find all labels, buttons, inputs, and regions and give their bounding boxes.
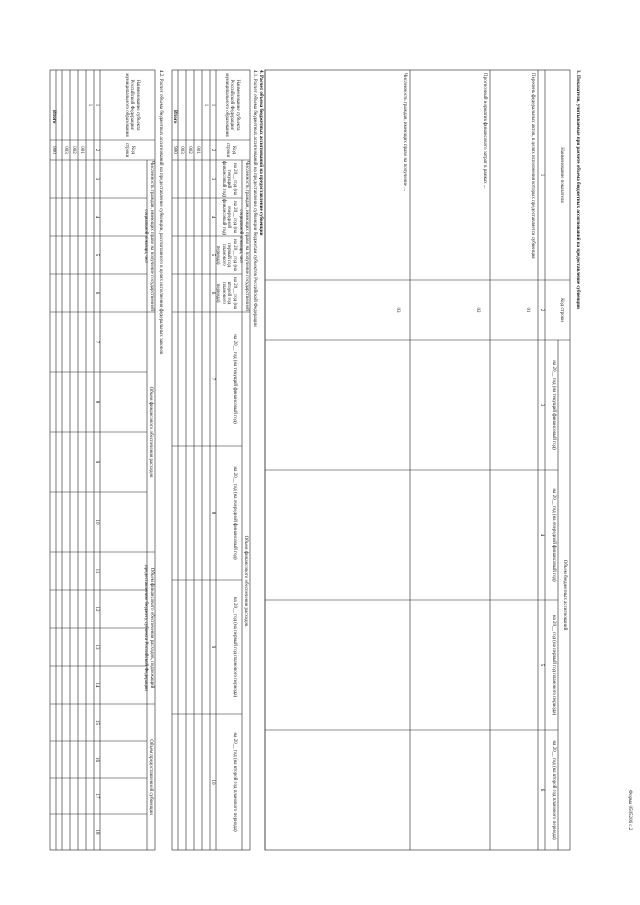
s4-total-code: 900 — [172, 146, 177, 154]
s42-row-code: 001 — [79, 146, 84, 154]
s3-colnum: 2 — [539, 308, 544, 312]
section4-subtitle: 4.1. Расчет объема бюджетных ассигнований на предоставление субвенции бюджетам субъектов Российской Федерации — [252, 70, 257, 327]
s4-header-vol: Объем финансового обеспечения расходов — [243, 535, 248, 627]
s3-colnum: 3 — [539, 403, 544, 407]
s42-colnum: 18 — [94, 829, 99, 835]
s42-colnum: 6 — [94, 291, 99, 295]
s42-colnum: 1 — [94, 103, 99, 107]
s42-header-vol2: Объем финансового обеспечения расходов, подлежащий предоставлению бюджету субъекта Российской Федерации — [143, 565, 154, 691]
s4-year: на 20__ год (на очередной финансовый год) — [220, 198, 237, 236]
s3-row-text: Численность граждан, имеющих право на получение ... — [402, 73, 407, 192]
s4-colnum: 7 — [210, 377, 215, 381]
s4-year: на 20__ год (на второй год планового периода) — [215, 276, 237, 310]
s3-header-y1: на 20__ год (на текущий финансовый год) — [551, 360, 556, 450]
s42-colnum: 10 — [94, 519, 99, 525]
s42-colnum: 17 — [94, 793, 99, 799]
s4-colnum: 2 — [210, 148, 215, 152]
s42-header-code: Код строки — [124, 142, 135, 158]
s4-colnum: 8 — [210, 511, 215, 515]
s42-colnum: 2 — [94, 148, 99, 152]
s42-row-code: 002 — [71, 146, 76, 154]
s4-colnum: 5 — [210, 253, 215, 257]
s3-header-y3: на 20__ год (на первый год планового периода) — [551, 614, 556, 716]
s42-colnum: 7 — [94, 340, 99, 344]
s42-header-name: Наименование субъекта Российской Федерации/муниципального образования — [123, 73, 140, 137]
s4-row-code: 001 — [195, 146, 200, 154]
s42-colnum: 13 — [94, 644, 99, 650]
s4-year: на 20__ год (на первый год планового периода) — [232, 596, 237, 698]
s42-colnum: 16 — [94, 757, 99, 762]
s4-year: на 20__ год (на текущий финансовый год) — [220, 160, 237, 198]
s42-colnum: 3 — [94, 177, 99, 181]
s4-row-code: 003 — [179, 146, 184, 154]
s3-row-code: 01 — [525, 307, 530, 313]
s42-colnum: 14 — [94, 682, 99, 688]
s4-header-name: Наименование субъекта Российской Федерации/муниципального образования — [223, 73, 240, 137]
s4-row-code: 002 — [187, 146, 192, 154]
s42-colnum: 11 — [94, 568, 99, 574]
s4-colnum: 1 — [210, 103, 215, 107]
section4-title: 4. Расчет объема бюджетных ассигнований на предоставление субвенции — [258, 70, 263, 236]
s3-row-code: 03 — [395, 307, 400, 313]
s3-header-group: Объем бюджетных ассигнований — [562, 559, 567, 631]
s42-header-req: Объем предоставленной субвенции — [148, 739, 153, 815]
s42-total-label: Итого — [51, 110, 56, 124]
s3-header-y2: на 20__ год (на очередной финансовый год) — [551, 488, 556, 582]
s3-colnum: 5 — [539, 663, 544, 667]
s4-year: на 20__ год (на очередной финансовый год) — [232, 466, 237, 560]
s42-colnum: 8 — [94, 400, 99, 404]
form-code: Форма 0505206 с.2 — [627, 790, 632, 831]
s4-year: на 20__ год (на текущий финансовый год) — [232, 334, 237, 424]
s42-header-vol: Объем финансового обеспечения расходов — [148, 386, 153, 478]
s3-row-code: 02 — [475, 307, 480, 313]
s3-colnum: 1 — [539, 173, 544, 177]
s4-colnum: 3 — [210, 177, 215, 181]
s4-colnum: 10 — [210, 779, 215, 785]
s4-year: на 20__ год (на второй год планового периода) — [232, 732, 237, 832]
s4-colnum: 6 — [210, 291, 215, 295]
s42-total-code: 900 — [51, 146, 56, 154]
section42-title: 4.2. Расчет объема бюджетных ассигнований на предоставление субвенции, рассчитанного в целях исполнения федеральных законов — [158, 70, 163, 355]
s42-header-num: Численность граждан, имеющих право на получение государственной социальной помощи, чел — [143, 161, 154, 311]
s42-colnum: 9 — [94, 460, 99, 464]
s42-colnum: 15 — [94, 720, 99, 725]
s42-row-code: 003 — [63, 146, 68, 154]
s4-colnum: 9 — [210, 645, 215, 649]
s3-header-code: Код строки — [559, 298, 564, 322]
s4-row-code: 1 — [203, 103, 208, 107]
s3-row-text: Перечень федеральных актов, в целях исполнения которых предоставляется субвенция — [530, 73, 535, 259]
s3-row-text: Прогнозный норматив финансового затрат в рамках ... — [482, 73, 487, 189]
s4-header-num: Численность граждан, имеющих право на получение государственной социальной помощи, чел — [238, 161, 249, 311]
s42-colnum: 4 — [94, 215, 99, 219]
s3-colnum: 6 — [539, 788, 544, 792]
section3-title: 3. Показатели, учитываемые при расчете объема бюджетных ассигнований на предоставление субвенции — [575, 70, 580, 309]
s4-year: на 20__ год (на первый год планового периода) — [215, 238, 237, 272]
s4-total-label: Итого — [172, 110, 177, 124]
s4-header-code: Код строки — [225, 142, 236, 158]
s3-header-y4: на 20__ год (на второй год планового периода) — [551, 740, 556, 840]
s42-row-code: 1 — [87, 103, 92, 107]
s42-colnum: 5 — [94, 253, 99, 257]
s4-colnum: 4 — [210, 215, 215, 219]
s42-colnum: 12 — [94, 606, 99, 612]
s3-header-name: Наименование показателя — [559, 147, 564, 203]
s3-colnum: 4 — [539, 533, 544, 537]
